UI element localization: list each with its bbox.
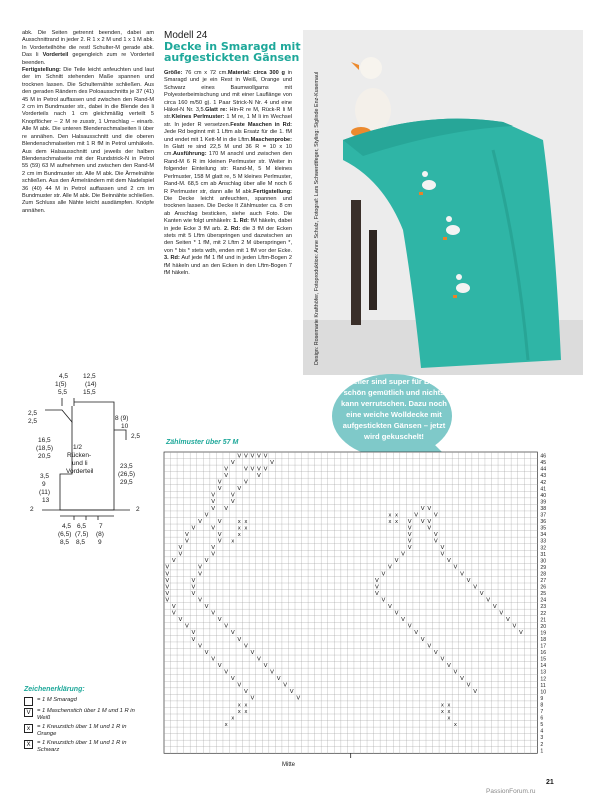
stitch-white-mark: V bbox=[198, 643, 202, 650]
svg-text:5,5: 5,5 bbox=[58, 389, 68, 396]
stitch-white-mark: V bbox=[178, 551, 183, 558]
row-number: 33 bbox=[540, 538, 547, 545]
stitch-white-mark: V bbox=[191, 577, 196, 584]
row-number: 44 bbox=[540, 466, 547, 473]
stitch-white-mark: V bbox=[440, 656, 445, 663]
stitch-white-mark: V bbox=[217, 479, 222, 486]
stitch-white-mark: V bbox=[191, 590, 196, 597]
stitch-white-mark: V bbox=[394, 610, 399, 617]
row-number: 18 bbox=[540, 636, 547, 643]
stitch-white-mark: V bbox=[211, 505, 216, 512]
row-number: 15 bbox=[540, 656, 547, 663]
legend-text: = 1 M Smaragd bbox=[37, 697, 77, 703]
svg-text:9: 9 bbox=[98, 539, 102, 546]
instructions-text bbox=[164, 70, 292, 277]
stitch-white-mark: V bbox=[420, 505, 425, 512]
instruction-text: 1 M re, 1 M li im Wechsel str. In jeder R versetzen. bbox=[164, 114, 292, 128]
row-number: 26 bbox=[540, 584, 547, 591]
stitch-white-mark: V bbox=[263, 662, 268, 669]
row-number: 40 bbox=[540, 492, 547, 499]
row-number: 45 bbox=[540, 460, 547, 467]
stitch-white-mark: V bbox=[427, 643, 432, 650]
instruction-heading: Material: circa 300 g bbox=[227, 70, 285, 76]
stitch-white-mark: V bbox=[217, 538, 222, 545]
svg-text:und li: und li bbox=[72, 460, 88, 467]
instruction-text: Auf jede fM 1 fM und in jeden Lftm-Bogen 2 fM häkeln und an den Ecken in den Lftm-Bogen 7 fM häkeln. bbox=[164, 255, 292, 276]
stitch-white-mark: V bbox=[407, 538, 412, 545]
instruction-heading: Ausführung: bbox=[173, 151, 207, 158]
stitch-white-mark: V bbox=[171, 558, 176, 565]
instruction-text: in Smaragd und je ein Rest in Weiß, Orange und Schwarz eines Baumwollgarns mit Polyesterbeimischung und mit einer Lauflänge von circa 160 m/50 g). 1 Paar Strick-N Nr. 4 und eine Häkel-N Nr. 3,5. bbox=[164, 70, 292, 114]
svg-text:4,5: 4,5 bbox=[59, 373, 69, 380]
stitch-white-mark: V bbox=[198, 564, 202, 571]
legend-title: Zeichenerklärung: bbox=[24, 686, 85, 693]
legend-text: = 1 Maschenstich über 1 M und 1 R in Weiß bbox=[37, 708, 135, 721]
stitch-white-mark: V bbox=[217, 617, 222, 624]
stitch-white-mark: V bbox=[433, 649, 438, 656]
stitch-white-mark: V bbox=[381, 597, 386, 604]
instruction-heading: Kleines Perlmuster: bbox=[171, 114, 225, 121]
instructions-column bbox=[164, 70, 292, 277]
row-number: 24 bbox=[540, 597, 547, 604]
stitch-orange-mark: x bbox=[237, 518, 241, 525]
stitch-white-mark: V bbox=[211, 656, 216, 663]
stitch-white-mark: V bbox=[171, 604, 176, 610]
stitch-white-mark: V bbox=[453, 564, 458, 571]
stitch-white-mark: V bbox=[440, 545, 445, 552]
stitch-white-mark: V bbox=[171, 610, 176, 617]
svg-text:10: 10 bbox=[121, 423, 129, 430]
svg-text:(7,5): (7,5) bbox=[75, 531, 89, 538]
stitch-white-mark: V bbox=[165, 590, 170, 597]
row-number: 2 bbox=[540, 741, 544, 748]
row-number: 36 bbox=[540, 519, 547, 526]
row-number: 32 bbox=[540, 545, 547, 552]
stitch-white-mark: V bbox=[243, 453, 248, 460]
stitch-white-mark: V bbox=[257, 656, 261, 663]
row-number: 35 bbox=[540, 525, 547, 532]
row-number: 7 bbox=[540, 709, 544, 715]
stitch-white-mark: V bbox=[224, 623, 229, 630]
stitch-orange-mark: x bbox=[231, 538, 235, 545]
chart-title: Zählmuster über 57 M bbox=[166, 439, 239, 446]
stitch-white-mark: V bbox=[165, 577, 170, 584]
svg-text:15,5: 15,5 bbox=[83, 389, 96, 396]
stitch-white-mark: V bbox=[479, 590, 484, 597]
stitch-white-mark: V bbox=[505, 617, 510, 624]
row-number: 9 bbox=[540, 695, 544, 702]
stitch-white-mark: V bbox=[211, 499, 216, 506]
stitch-white-mark: V bbox=[407, 518, 412, 525]
legend-symbol: x bbox=[24, 724, 33, 733]
stitch-orange-mark: x bbox=[237, 531, 241, 538]
row-number: 10 bbox=[540, 689, 547, 696]
row-number: 43 bbox=[540, 473, 547, 480]
stitch-orange-mark: x bbox=[224, 721, 228, 728]
stitch-white-mark: V bbox=[224, 669, 229, 676]
stitch-white-mark: V bbox=[289, 689, 294, 696]
stitch-white-mark: V bbox=[165, 564, 170, 571]
legend-item bbox=[24, 724, 137, 738]
stitch-white-mark: V bbox=[211, 551, 216, 558]
svg-text:4,5: 4,5 bbox=[62, 523, 72, 530]
stitch-white-mark: V bbox=[447, 662, 451, 669]
stitch-white-mark: V bbox=[237, 486, 242, 493]
stitch-white-mark: V bbox=[230, 492, 235, 499]
stitch-white-mark: V bbox=[407, 531, 412, 538]
stitch-white-mark: V bbox=[178, 545, 183, 552]
row-number: 8 bbox=[540, 702, 544, 709]
stitch-white-mark: V bbox=[217, 518, 222, 525]
stitch-white-mark: V bbox=[230, 630, 235, 637]
photo-credit: Design: Rosemarie Krafthöfer, Fotoproduktion: Anne Schulz, Fotograf: Lars Schwerdtfeger, Styling: Siglinde Enz-Kusemaul bbox=[314, 71, 320, 365]
stitch-white-mark: V bbox=[414, 512, 419, 519]
row-number: 12 bbox=[540, 676, 547, 683]
legend-item bbox=[24, 708, 137, 722]
stitch-orange-mark: x bbox=[244, 525, 248, 532]
stitch-white-mark: V bbox=[230, 459, 235, 466]
row-number: 19 bbox=[540, 630, 547, 637]
instruction-heading: Größe: bbox=[164, 70, 183, 76]
stitch-white-mark: V bbox=[388, 564, 392, 571]
svg-text:(11): (11) bbox=[39, 489, 51, 496]
stitch-white-mark: V bbox=[243, 643, 248, 650]
counting-chart bbox=[160, 448, 560, 758]
stitch-white-mark: V bbox=[165, 597, 170, 604]
stitch-orange-mark: x bbox=[231, 715, 235, 722]
row-number: 39 bbox=[540, 499, 547, 506]
stitch-white-mark: V bbox=[407, 525, 412, 532]
row-number: 5 bbox=[540, 722, 544, 729]
svg-text:2,5: 2,5 bbox=[28, 410, 38, 417]
row-number: 34 bbox=[540, 532, 547, 539]
stitch-white-mark: V bbox=[237, 453, 242, 460]
instruction-text: die 3 fM der Ecken stets mit 5 Lftm überspringen und dazwischen an den Seiten * 1 fM, mit 2 Lftm 2 M überspringen *, von * bis * stets wdh, enden mit 1 fM vor der Ecke. bbox=[164, 225, 292, 254]
stitch-orange-mark: x bbox=[388, 512, 392, 519]
stitch-white-mark: V bbox=[250, 466, 255, 473]
stitch-white-mark: V bbox=[394, 558, 399, 565]
stitch-white-mark: V bbox=[499, 610, 504, 617]
stitch-orange-mark: x bbox=[388, 518, 392, 525]
stitch-white-mark: V bbox=[204, 512, 209, 519]
instruction-heading: 2. Rd: bbox=[223, 225, 241, 232]
stitch-white-mark: V bbox=[420, 636, 425, 643]
row-number: 17 bbox=[540, 643, 547, 650]
page-number: 21 bbox=[546, 779, 554, 786]
stitch-orange-mark: x bbox=[440, 702, 444, 709]
stitch-white-mark: V bbox=[407, 623, 412, 630]
stitch-white-mark: V bbox=[250, 453, 255, 460]
svg-text:(14): (14) bbox=[85, 381, 97, 388]
stitch-white-mark: V bbox=[381, 571, 386, 578]
left-paragraph-1: abk. Die Seiten getrennt beenden, dabei am Ausschnittrand in jeder 2. R 1 x 2 M und 1 x 1 M abk. In Vorderteilhöhe die restl Schulter-M gerade abk. Das li Vorderteil gegengleich zum re Vorderteil beenden. bbox=[22, 30, 155, 66]
legend-symbol: X bbox=[24, 740, 33, 749]
model-label: Modell 24 bbox=[164, 30, 208, 41]
stitch-white-mark: V bbox=[230, 676, 235, 683]
stitch-white-mark: V bbox=[257, 453, 261, 460]
stitch-orange-mark: x bbox=[394, 518, 399, 525]
instruction-text: Hin-R re M, Rück-R li M str. bbox=[164, 107, 292, 121]
row-number: 28 bbox=[540, 571, 547, 578]
svg-text:2,5: 2,5 bbox=[28, 418, 38, 425]
svg-text:(18,5): (18,5) bbox=[36, 445, 53, 452]
stitch-white-mark: V bbox=[165, 584, 170, 591]
stitch-white-mark: V bbox=[211, 545, 216, 552]
svg-text:8 (9): 8 (9) bbox=[115, 415, 129, 422]
svg-text:1(5): 1(5) bbox=[55, 381, 67, 388]
stitch-white-mark: V bbox=[460, 676, 464, 683]
model-title: Decke in Smaragd mit aufgestickten Gänsen bbox=[164, 40, 301, 64]
instruction-text: Die Decke leicht anfeuchten, spannen und trocknen lassen. Die Decke lt Zählmuster ca. 8 cm ab Anschlag besticken, siehe auch Foto. Die Kanten wie folgt umhäkeln: bbox=[164, 195, 292, 225]
row-number: 46 bbox=[540, 453, 547, 460]
row-number: 21 bbox=[540, 617, 547, 624]
stitch-white-mark: V bbox=[512, 623, 517, 630]
svg-text:13: 13 bbox=[42, 497, 50, 504]
stitch-white-mark: V bbox=[257, 466, 261, 473]
row-number: 3 bbox=[540, 735, 544, 742]
row-number: 11 bbox=[540, 682, 546, 689]
row-number: 1 bbox=[540, 748, 544, 755]
stitch-white-mark: V bbox=[211, 525, 216, 532]
blanket-photo bbox=[303, 30, 583, 375]
svg-text:7: 7 bbox=[99, 523, 103, 530]
stitch-white-mark: V bbox=[263, 466, 268, 473]
row-number: 6 bbox=[540, 715, 544, 722]
instruction-heading: Maschenprobe: bbox=[250, 136, 292, 143]
stitch-white-mark: V bbox=[270, 459, 274, 466]
svg-text:Rücken-: Rücken- bbox=[67, 452, 92, 459]
stitch-white-mark: V bbox=[427, 505, 432, 512]
svg-text:8,5: 8,5 bbox=[60, 539, 70, 546]
stitch-white-mark: V bbox=[433, 538, 438, 545]
stitch-white-mark: V bbox=[401, 551, 405, 558]
stitch-white-mark: V bbox=[178, 617, 183, 624]
svg-text:(6,5): (6,5) bbox=[58, 531, 72, 538]
chart-center-label: Mitte bbox=[282, 762, 296, 768]
svg-text:Vorderteil: Vorderteil bbox=[66, 468, 94, 475]
svg-text:(8): (8) bbox=[96, 531, 104, 538]
bubble-text: Einteiler sind super für Babys, schön gemütlich und nichts kann verrutschen. Dazu noch eine weiche Wolldecke mit aufgestickten Gänsen – jetzt wird gekuschelt! bbox=[339, 377, 449, 441]
stitch-white-mark: V bbox=[191, 525, 196, 532]
stitch-white-mark: V bbox=[388, 604, 392, 610]
instruction-text: Jede Rd beginnt mit 1 Lftm als Ersatz für die 1. fM und endet mit 1 Kett-M in die Lftm. bbox=[164, 129, 292, 143]
stitch-white-mark: V bbox=[270, 669, 274, 676]
stitch-white-mark: V bbox=[374, 584, 379, 591]
stitch-white-mark: V bbox=[204, 604, 209, 610]
row-number: 38 bbox=[540, 505, 547, 512]
stitch-white-mark: V bbox=[191, 584, 196, 591]
row-number: 27 bbox=[540, 578, 547, 584]
garment-schematic bbox=[20, 370, 160, 560]
stitch-orange-mark: x bbox=[244, 518, 248, 525]
stitch-white-mark: V bbox=[243, 689, 248, 696]
stitch-white-mark: V bbox=[420, 518, 425, 525]
stitch-white-mark: V bbox=[263, 453, 268, 460]
svg-text:9: 9 bbox=[42, 481, 46, 488]
legend-item bbox=[24, 697, 137, 706]
left-paragraph-2: Fertigstellung: Die Teile leicht anfeuchten und laut der im Schnitt stehenden Maße spannen und trocknen lassen. Die Schulternähte schließen. Aus den geraden Rändern des Poloausschnitts je 37 (41) 45 M in Petrol auffassen und zwischen den Rand-M 2 cm im Bundmuster str., dabei in die Blende des li Vorderteils nach 1 cm gleichmäßig verteilt 5 Knopflöcher – 2 M re zusstr, 1 Umschlag – einarb. Alle M abk. Die unteren Blendenschmalseiten li über re annähen. Den Halsausschnitt und die oberen Blendenschmalseiten mit 1 R fM in Petrol umhäkeln. Aus dem Halsausschnitt und jeweils der halben Blendenschmalseite mit der Rundstrick-N in Petrol 55 (59) 63 M aufnehmen und zwischen den Rand-M 2 cm im Bundmuster str. Alle M abk. Die Ärmelnähte schließen. Aus den Ärmelrändern mit dem Nadelspiel 36 (40) 44 M in Petrol auffassen und 2 cm im Bundmuster str. Alle M abk. Die Beinnähte schließen. Zum Schluss alle Nähte leicht ausdämpfen. Knöpfe annähen. bbox=[22, 67, 154, 214]
stitch-orange-mark: x bbox=[237, 708, 241, 715]
legend-item bbox=[24, 740, 137, 754]
instruction-text: 170 M anschl und zwischen den Rand-M 6 R im kleinen Perlmuster str. Weiter in folgender Einteilung str: Rand-M, 5 M kleines Perlmuster, 158 M glatt re, 5 M kleines Perlmuster, Rand-M. 68,5 cm ab Anschlag über alle M noch 6 R Perlmuster str, dann alle M abk. bbox=[164, 151, 292, 195]
svg-text:2,5: 2,5 bbox=[131, 433, 141, 440]
stitch-white-mark: V bbox=[230, 499, 235, 506]
svg-text:12,5: 12,5 bbox=[83, 373, 96, 380]
svg-text:23,5: 23,5 bbox=[120, 463, 133, 470]
instruction-text: In Glatt re sind 22,5 M und 36 R = 10 x 10 cm. bbox=[164, 144, 292, 158]
stitch-white-mark: V bbox=[165, 571, 170, 578]
stitch-white-mark: V bbox=[276, 676, 281, 683]
stitch-white-mark: V bbox=[185, 623, 189, 630]
stitch-white-mark: V bbox=[447, 558, 451, 565]
stool-leg bbox=[351, 200, 361, 325]
stitch-white-mark: V bbox=[296, 695, 301, 702]
row-number: 41 bbox=[540, 486, 547, 493]
row-number: 14 bbox=[540, 663, 547, 670]
stitch-orange-mark: x bbox=[447, 702, 451, 709]
stitch-white-mark: V bbox=[191, 630, 196, 637]
stitch-white-mark: V bbox=[224, 473, 229, 479]
svg-text:16,5: 16,5 bbox=[38, 437, 51, 444]
legend-text: = 1 Kreuzstich über 1 M und 1 R in Orange bbox=[37, 724, 127, 737]
stitch-white-mark: V bbox=[414, 630, 419, 637]
stitch-orange-mark: x bbox=[447, 715, 451, 722]
row-number: 16 bbox=[540, 650, 547, 657]
svg-text:(26,5): (26,5) bbox=[118, 471, 135, 478]
svg-text:2: 2 bbox=[30, 506, 34, 513]
stitch-white-mark: V bbox=[466, 682, 471, 689]
stitch-white-mark: V bbox=[440, 551, 445, 558]
left-text-column bbox=[22, 30, 154, 215]
stitch-white-mark: V bbox=[217, 486, 222, 493]
stitch-orange-mark: x bbox=[244, 708, 248, 715]
stitch-white-mark: V bbox=[224, 505, 229, 512]
stitch-orange-mark: x bbox=[453, 721, 458, 728]
svg-text:20,5: 20,5 bbox=[38, 453, 51, 460]
legend-text: = 1 Kreuzstich über 1 M und 1 R in Schwarz bbox=[37, 740, 127, 753]
stitch-white-mark: V bbox=[453, 669, 458, 676]
stitch-white-mark: V bbox=[473, 689, 478, 696]
stitch-white-mark: V bbox=[433, 531, 438, 538]
row-number: 25 bbox=[540, 591, 547, 598]
stitch-white-mark: V bbox=[243, 479, 248, 486]
stitch-white-mark: V bbox=[237, 636, 242, 643]
stitch-orange-mark: x bbox=[440, 708, 444, 715]
stitch-white-mark: V bbox=[217, 662, 222, 669]
footer-site: PassionForum.ru bbox=[486, 788, 536, 795]
row-number: 29 bbox=[540, 564, 547, 571]
stitch-white-mark: V bbox=[433, 512, 438, 519]
stitch-white-mark: V bbox=[401, 617, 405, 624]
row-number: 37 bbox=[540, 512, 547, 519]
stitch-white-mark: V bbox=[185, 538, 189, 545]
stitch-white-mark: V bbox=[185, 531, 189, 538]
instruction-heading: Glatt re: bbox=[205, 107, 228, 114]
instruction-heading: 3. Rd: bbox=[164, 255, 180, 262]
row-number: 20 bbox=[540, 623, 547, 630]
row-number: 42 bbox=[540, 479, 547, 486]
stitch-orange-mark: x bbox=[237, 702, 241, 709]
stitch-white-mark: V bbox=[198, 571, 202, 578]
stitch-white-mark: V bbox=[204, 649, 209, 656]
svg-text:6,5: 6,5 bbox=[77, 523, 87, 530]
svg-text:29,5: 29,5 bbox=[120, 479, 133, 486]
legend-symbol bbox=[24, 697, 33, 706]
svg-text:3,5: 3,5 bbox=[40, 473, 50, 480]
instruction-heading: Feste Maschen in Rd: bbox=[230, 121, 292, 128]
stitch-white-mark: V bbox=[204, 558, 209, 565]
legend bbox=[24, 697, 137, 756]
instruction-heading: 1. Rd: bbox=[233, 218, 249, 225]
stitch-white-mark: V bbox=[198, 518, 202, 525]
stitch-white-mark: V bbox=[427, 525, 432, 532]
stitch-orange-mark: x bbox=[447, 708, 451, 715]
legend-symbol: V bbox=[24, 708, 33, 717]
stitch-white-mark: V bbox=[198, 597, 202, 604]
instruction-heading: Fertigstellung: bbox=[253, 188, 292, 195]
stitch-white-mark: V bbox=[460, 571, 464, 578]
stitch-white-mark: V bbox=[466, 577, 471, 584]
row-number: 13 bbox=[540, 669, 547, 676]
stitch-white-mark: V bbox=[237, 682, 242, 689]
row-number: 31 bbox=[540, 551, 547, 558]
stitch-white-mark: V bbox=[473, 584, 478, 591]
stitch-white-mark: V bbox=[519, 630, 523, 637]
instruction-text: 76 cm x 72 cm. bbox=[182, 70, 228, 76]
instruction-text: fM häkeln, dabei in jede Ecke 3 fM arb. bbox=[164, 218, 292, 232]
stitch-white-mark: V bbox=[211, 492, 216, 499]
row-number: 4 bbox=[540, 728, 544, 735]
stitch-white-mark: V bbox=[374, 590, 379, 597]
row-number: 23 bbox=[540, 604, 547, 611]
row-number: 30 bbox=[540, 558, 547, 565]
plush-goose bbox=[355, 88, 391, 132]
stitch-white-mark: V bbox=[243, 466, 248, 473]
stitch-white-mark: V bbox=[283, 682, 288, 689]
stitch-white-mark: V bbox=[224, 466, 229, 473]
row-number: 22 bbox=[540, 610, 547, 617]
stitch-white-mark: V bbox=[217, 531, 222, 538]
stitch-white-mark: V bbox=[250, 695, 255, 702]
stitch-white-mark: V bbox=[191, 636, 196, 643]
svg-text:2: 2 bbox=[136, 506, 140, 513]
stitch-white-mark: V bbox=[374, 577, 379, 584]
stitch-orange-mark: x bbox=[237, 525, 241, 532]
stitch-white-mark: V bbox=[486, 597, 491, 604]
stitch-orange-mark: x bbox=[394, 512, 399, 519]
stitch-white-mark: V bbox=[250, 649, 255, 656]
stitch-orange-mark: x bbox=[244, 702, 248, 709]
stitch-white-mark: V bbox=[211, 610, 216, 617]
stitch-white-mark: V bbox=[427, 518, 432, 525]
svg-text:8,5: 8,5 bbox=[76, 539, 86, 546]
stitch-white-mark: V bbox=[407, 545, 412, 552]
svg-text:1/2: 1/2 bbox=[73, 444, 83, 451]
stitch-white-mark: V bbox=[257, 473, 261, 479]
stitch-white-mark: V bbox=[492, 604, 497, 610]
